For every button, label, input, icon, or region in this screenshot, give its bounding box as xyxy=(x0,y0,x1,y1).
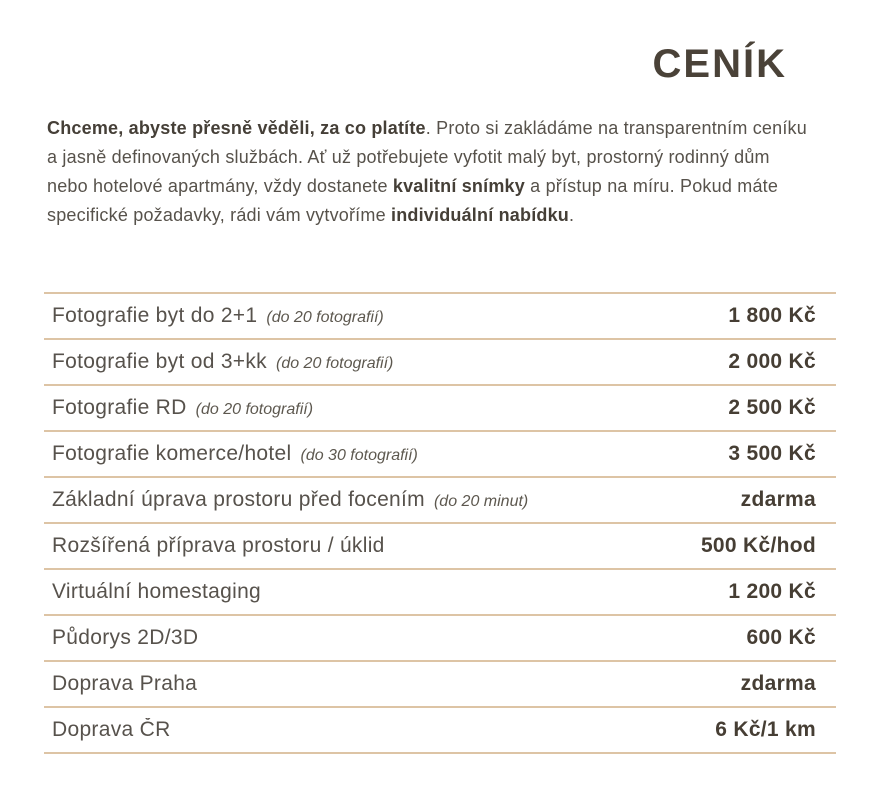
table-row xyxy=(44,616,836,662)
table-row xyxy=(44,524,836,570)
intro-text-2: a přístup na míru. Pokud máte specifické požadavky, rádi vám vytvoříme xyxy=(47,176,779,225)
service-price: 2 000 Kč xyxy=(728,350,816,373)
intro-bold-quality: kvalitní snímky xyxy=(392,176,525,196)
service-label: Fotografie RD xyxy=(52,396,187,419)
service-price: zdarma xyxy=(740,488,816,511)
service-note: (do 20 fotografií) xyxy=(275,355,394,372)
service-price: 3 500 Kč xyxy=(728,442,816,465)
service-label: Virtuální homestaging xyxy=(52,580,262,603)
service-price: 500 Kč/hod xyxy=(700,534,816,557)
service-note: (do 20 fotografií) xyxy=(195,401,314,418)
service-label: Fotografie komerce/hotel xyxy=(52,442,292,465)
service-price: 1 800 Kč xyxy=(728,304,816,327)
table-row xyxy=(44,340,836,386)
table-row xyxy=(44,386,836,432)
service-note: (do 30 fotografií) xyxy=(300,447,418,464)
service-label-wrap xyxy=(44,626,198,650)
service-price: 2 500 Kč xyxy=(728,396,816,419)
service-label: Doprava ČR xyxy=(52,718,171,741)
service-label-wrap xyxy=(44,534,385,558)
service-label-wrap xyxy=(44,304,384,328)
service-label: Půdorys 2D/3D xyxy=(52,626,199,649)
service-label: Fotografie byt od 3+kk xyxy=(52,350,267,373)
table-row xyxy=(44,294,836,340)
service-label: Rozšířená příprava prostoru / úklid xyxy=(52,534,385,557)
service-label-wrap xyxy=(44,396,313,420)
service-note: (do 20 fotografií) xyxy=(266,309,384,326)
service-label: Doprava Praha xyxy=(52,672,198,695)
intro-bold-offer: individuální nabídku xyxy=(391,205,570,225)
table-row xyxy=(44,478,836,524)
intro-text-3: . xyxy=(569,205,575,225)
intro-paragraph xyxy=(47,114,807,230)
pricing-table xyxy=(44,292,836,754)
service-label-wrap xyxy=(44,580,261,604)
service-label-wrap xyxy=(44,718,171,742)
service-label-wrap xyxy=(44,350,393,374)
table-row xyxy=(44,432,836,478)
table-row xyxy=(44,662,836,708)
service-label-wrap xyxy=(44,442,418,466)
service-label-wrap xyxy=(44,488,528,512)
intro-bold-lead: Chceme, abyste přesně věděli, za co platíte xyxy=(47,118,426,138)
table-row xyxy=(44,570,836,616)
service-price: zdarma xyxy=(740,672,816,695)
table-row xyxy=(44,708,836,754)
service-label-wrap xyxy=(44,672,197,696)
service-label: Základní úprava prostoru před focením xyxy=(52,488,425,511)
page-title: CENÍK xyxy=(652,42,787,86)
service-price: 1 200 Kč xyxy=(728,580,816,603)
service-note: (do 20 minut) xyxy=(433,493,529,510)
intro-text-1: . Proto si zakládáme na transparentním ceníku a jasně definovaných službách. Ať už potřebujete vyfotit malý byt, prostorný rodinný dům nebo hotelové apartmány, vždy dostanete xyxy=(47,118,807,196)
service-price: 6 Kč/1 km xyxy=(715,718,816,741)
service-price: 600 Kč xyxy=(746,626,816,649)
service-label: Fotografie byt do 2+1 xyxy=(52,304,258,327)
